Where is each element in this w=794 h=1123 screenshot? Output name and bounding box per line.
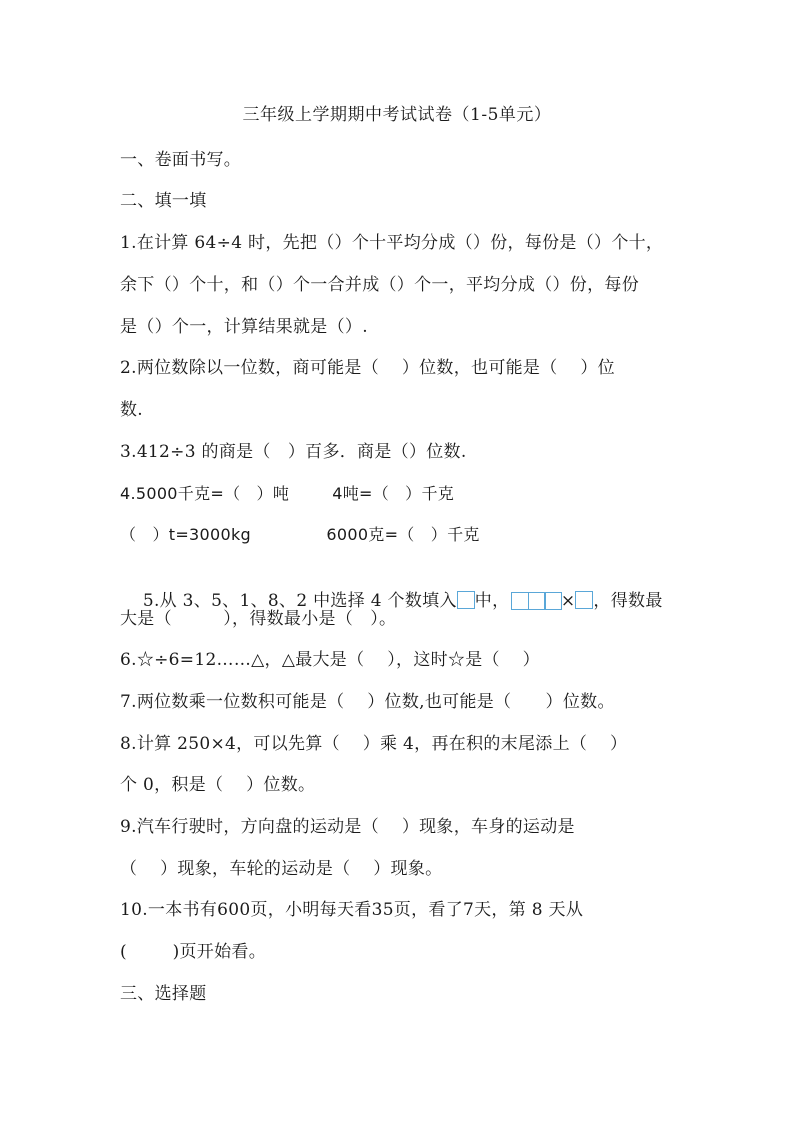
times-sign: × — [560, 591, 576, 611]
question-8-line-1: 8.计算 250×4，可以先算（ ）乘 4，再在积的末尾添上（ ） — [120, 734, 628, 754]
question-7: 7.两位数乘一位数积可能是（ ）位数,也可能是（ ）位数。 — [120, 692, 615, 712]
question-1-line-1: 1.在计算 64÷4 时，先把（）个十平均分成（）份，每份是（）个十， — [120, 233, 664, 253]
question-2-line-1: 2.两位数除以一位数，商可能是（ ）位数，也可能是（ ）位 — [120, 358, 615, 378]
question-4-line-1: 4.5000千克=（ ）吨 4吨=（ ）千克 — [120, 484, 455, 503]
question-10-line-1: 10.一本书有600页，小明每天看35页，看了7天，第 8 天从 — [120, 900, 584, 920]
section-heading-3: 三、选择题 — [120, 984, 207, 1004]
question-8-line-2: 个 0，积是（ ）位数。 — [120, 775, 316, 795]
question-2-line-2: 数. — [120, 400, 144, 420]
question-5-mid: 中， — [474, 591, 510, 611]
question-4-line-2: （ ）t=3000kg 6000克=（ ）千克 — [120, 525, 480, 544]
question-6: 6.☆÷6=12……△，△最大是（ ），这时☆是（ ） — [120, 650, 540, 670]
question-10-line-2: ( )页开始看。 — [120, 942, 266, 962]
exam-title: 三年级上学期期中考试试卷（1-5单元） — [242, 105, 552, 125]
section-heading-2: 二、填一填 — [120, 191, 207, 211]
question-1-line-2: 余下（）个十，和（）个一合并成（）个一，平均分成（）份，每份 — [120, 275, 639, 295]
question-9-line-1: 9.汽车行驶时，方向盘的运动是（ ）现象，车身的运动是 — [120, 817, 575, 837]
question-1-line-3: 是（）个一，计算结果就是（）. — [120, 317, 368, 337]
question-3: 3.412÷3 的商是（ ）百多．商是（）位数. — [120, 442, 467, 462]
question-5-line-2: 大是（ ），得数最小是（ ）。 — [120, 609, 397, 629]
question-5-suffix: ，得数最 — [593, 591, 663, 611]
question-9-line-2: （ ）现象，车轮的运动是（ ）现象。 — [120, 859, 443, 879]
question-5-prefix: 5.从 3、5、1、8、2 中选择 4 个数填入 — [142, 591, 457, 611]
section-heading-1: 一、卷面书写。 — [120, 150, 242, 170]
